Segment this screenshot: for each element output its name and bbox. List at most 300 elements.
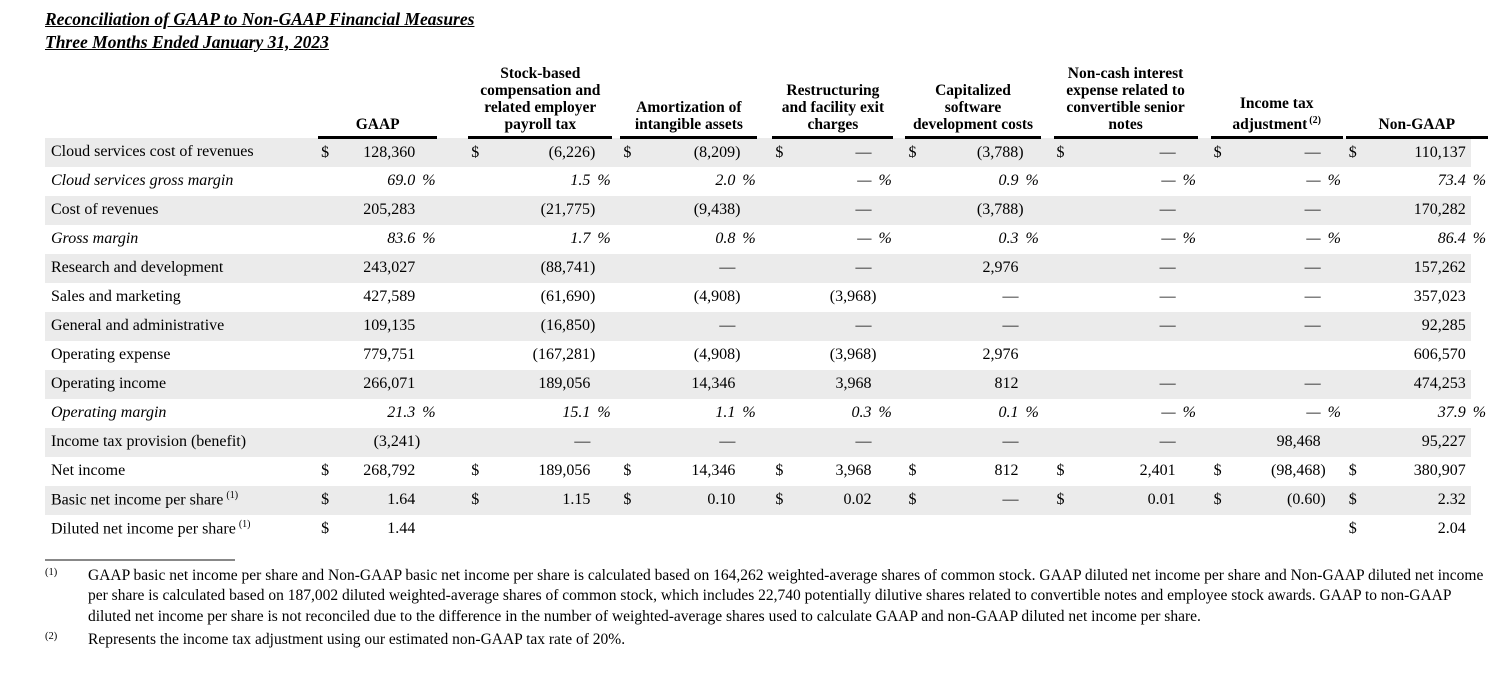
cell-currency-symbol: $ [775,462,784,479]
cell-value: (6,226) [548,143,596,161]
row-label [45,196,315,225]
cell-currency-symbol: $ [1348,143,1357,161]
cell-percent-sign [595,312,612,341]
cell-currency-symbol [772,254,798,283]
cell-spacer [757,254,772,283]
footnote-2-text: Represents the income tax adjustment using our estimated non-GAAP tax rate of 20%. [88,631,626,648]
cell-value: 0.8 [715,230,736,247]
cell-percent-sign [876,486,893,515]
cell-value: 0.10 [707,491,736,508]
row-label-text: Operating margin [51,404,167,421]
cell-spacer [893,486,905,515]
cell-currency-symbol [1054,515,1080,544]
table-row [45,370,1488,399]
cell-percent-sign: % [1327,230,1341,247]
cell-percent-sign: % [1025,172,1039,189]
cell-currency-symbol [318,196,344,225]
cell-currency-symbol [772,283,798,312]
cell-currency-symbol [620,167,646,196]
cell-value: — [1304,317,1321,334]
cell-percent-sign [420,428,437,457]
cell-spacer [612,428,620,457]
cell-percent-sign [1471,428,1488,457]
cell-spacer [612,515,620,544]
cell-percent-sign [1326,341,1343,370]
cell-currency-symbol [1054,283,1080,312]
table-body [45,138,1488,544]
row-label [45,254,315,283]
cell-currency-symbol [1211,225,1237,254]
cell-spacer [437,138,468,167]
cell-currency-symbol [1346,167,1372,196]
cell-currency-symbol [905,196,931,225]
cell-value [931,515,1023,544]
row-label-text: Cloud services gross margin [51,172,234,189]
cell-currency-symbol [1346,225,1372,254]
cell-value: 2.0 [715,172,736,189]
cell-value: 427,589 [363,288,416,305]
cell-percent-sign [420,457,437,486]
cell-spacer [757,399,772,428]
cell-value [646,515,740,544]
cell-value: (167,281) [532,346,596,363]
cell-value: — [857,172,872,189]
cell-percent-sign [876,428,893,457]
cell-spacer [893,138,905,167]
cell-currency-symbol [905,167,931,196]
cell-spacer [1041,370,1054,399]
cell-spacer [437,341,468,370]
cell-value: 1.44 [387,520,416,537]
cell-currency-symbol [905,515,931,544]
cell-currency-symbol: $ [321,491,330,508]
cell-percent-sign: % [878,404,892,421]
cell-currency-symbol: $ [321,143,330,161]
cell-value: — [1002,317,1019,334]
table-row [45,399,1488,428]
cell-percent-sign: % [422,230,436,247]
cell-percent-sign [876,283,893,312]
cell-spacer [437,254,468,283]
cell-currency-symbol: $ [471,462,480,479]
cell-currency-symbol [905,370,931,399]
cell-percent-sign: % [742,172,756,189]
cell-percent-sign [595,370,612,399]
cell-value: 69.0 [387,172,416,189]
cell-value: 2.32 [1437,491,1466,508]
cell-spacer [1041,515,1054,544]
cell-spacer [612,138,620,167]
row-label [45,399,315,428]
cell-currency-symbol [1054,196,1080,225]
cell-value: (4,908) [693,346,741,363]
cell-percent-sign [595,254,612,283]
cell-value: 0.3 [851,404,872,421]
cell-percent-sign [740,196,757,225]
cell-currency-symbol: $ [908,491,917,508]
cell-spacer [612,283,620,312]
cell-spacer [1198,196,1211,225]
column-header-label: Amortization of intangible assets [634,99,743,133]
cell-value: — [857,230,872,247]
cell-spacer [1198,312,1211,341]
cell-percent-sign [876,515,893,544]
cell-value: 110,137 [1414,143,1466,161]
cell-currency-symbol [318,283,344,312]
cell-currency-symbol [905,428,931,457]
row-label [45,486,315,515]
cell-spacer [757,428,772,457]
row-label-text: Cloud services cost of revenues [51,143,254,160]
column-header-row [45,63,1488,138]
cell-spacer [1198,428,1211,457]
cell-spacer [1041,254,1054,283]
header-spacer [757,63,772,138]
cell-value: 37.9 [1437,404,1466,421]
cell-spacer [1041,312,1054,341]
row-label [45,457,315,486]
cell-percent-sign [1024,138,1041,167]
cell-percent-sign: % [1471,399,1488,428]
cell-value: 243,027 [363,259,416,276]
cell-percent-sign [740,312,757,341]
row-label [45,312,315,341]
cell-value: — [1304,201,1321,218]
cell-value: 779,751 [363,346,416,363]
cell-currency-symbol [620,341,646,370]
cell-percent-sign [1471,341,1488,370]
cell-percent-sign [420,486,437,515]
cell-percent-sign [740,138,757,167]
cell-currency-symbol [468,399,494,428]
cell-spacer [1198,486,1211,515]
cell-currency-symbol [772,196,798,225]
cell-currency-symbol [1211,428,1237,457]
cell-currency-symbol [1054,399,1080,428]
cell-currency-symbol [772,370,798,399]
cell-percent-sign [420,196,437,225]
cell-spacer [612,167,620,196]
cell-value: 3,968 [835,375,872,392]
cell-value: 357,023 [1413,288,1466,305]
cell-currency-symbol [1211,515,1237,544]
cell-spacer [893,283,905,312]
cell-value: 1.64 [387,491,416,508]
column-header [620,63,757,138]
cell-percent-sign [1181,428,1198,457]
row-label-text: General and administrative [51,317,225,334]
cell-spacer [1198,167,1211,196]
cell-percent-sign: % [878,230,892,247]
cell-value [494,515,595,544]
row-label [45,341,315,370]
footnote-1-text: GAAP basic net income per share and Non-GAAP basic net income per share is calculated based on 164,262 weighted-average shares of common stock. GAAP diluted net income per share and Non-GAAP diluted net income per share is calculated based on 187,002 diluted weighted-average shares of common stock, which includes 22,740 potentially dilutive shares related to convertible notes and employee stock awards. GAAP to non-GAAP diluted net income per share is not reconciled due to the difference in the number of weighted-average shares used to calculate GAAP and non-GAAP diluted net income per share. [88,566,1484,625]
cell-percent-sign [1181,254,1198,283]
cell-percent-sign [595,341,612,370]
cell-percent-sign [876,457,893,486]
page-subtitle: Three Months Ended January 31, 2023 [45,32,329,52]
cell-currency-symbol [620,399,646,428]
cell-value: 15.1 [562,404,591,421]
cell-currency-symbol [468,167,494,196]
cell-percent-sign: % [1182,172,1196,189]
cell-currency-symbol [772,428,798,457]
cell-spacer [437,283,468,312]
cell-spacer [437,428,468,457]
cell-currency-symbol: $ [321,462,330,479]
cell-percent-sign [1326,370,1343,399]
cell-value [1080,341,1181,370]
cell-percent-sign [1024,428,1041,457]
cell-currency-symbol [1211,341,1237,370]
cell-spacer [757,341,772,370]
cell-value: (98,468) [1271,462,1326,479]
cell-percent-sign [876,254,893,283]
cell-currency-symbol [1054,225,1080,254]
cell-spacer [437,457,468,486]
footnote-2-marker: (2) [45,631,58,642]
cell-value: — [855,433,872,450]
cell-percent-sign [595,283,612,312]
cell-percent-sign [1471,370,1488,399]
cell-currency-symbol [1054,370,1080,399]
cell-currency-symbol [1054,254,1080,283]
cell-value: 189,056 [538,375,591,392]
cell-value [1080,515,1181,544]
cell-currency-symbol: $ [1348,491,1357,508]
cell-currency-symbol [772,515,798,544]
cell-currency-symbol [468,254,494,283]
cell-value: — [719,317,736,334]
row-label-text: Research and development [51,259,224,276]
cell-value: 606,570 [1413,346,1466,363]
row-label [45,283,315,312]
cell-percent-sign [876,370,893,399]
cell-spacer [757,138,772,167]
cell-percent-sign [1181,457,1198,486]
cell-percent-sign [1181,283,1198,312]
cell-value: — [1161,404,1176,421]
cell-currency-symbol [1054,341,1080,370]
cell-spacer [1041,399,1054,428]
cell-percent-sign [1024,312,1041,341]
cell-value: — [1304,259,1321,276]
row-label-text: Net income [51,462,126,479]
cell-percent-sign [1326,312,1343,341]
cell-value: (3,241) [373,433,421,450]
cell-value: — [1304,288,1321,305]
table-row [45,486,1488,515]
cell-value: 1.15 [562,491,591,508]
cell-percent-sign [1471,515,1488,544]
cell-value: 0.01 [1147,491,1176,508]
cell-value: 268,792 [363,462,416,479]
column-header [772,63,893,138]
cell-currency-symbol [1346,341,1372,370]
cell-value: — [1304,375,1321,392]
row-footnote-ref: (1) [226,490,239,502]
cell-spacer [1198,283,1211,312]
cell-value: (3,968) [829,288,877,305]
cell-percent-sign [420,341,437,370]
cell-value: 266,071 [363,375,416,392]
header-spacer [1198,63,1211,138]
cell-percent-sign [740,486,757,515]
cell-value: — [1159,143,1176,161]
cell-currency-symbol [318,399,344,428]
cell-spacer [612,486,620,515]
cell-percent-sign: % [597,404,611,421]
cell-currency-symbol [1346,428,1372,457]
cell-spacer [1041,283,1054,312]
cell-spacer [1198,138,1211,167]
cell-spacer [893,515,905,544]
table-row [45,225,1488,254]
cell-spacer [437,312,468,341]
cell-percent-sign [740,254,757,283]
cell-currency-symbol: $ [1213,462,1222,479]
cell-percent-sign: % [597,230,611,247]
cell-currency-symbol [772,341,798,370]
cell-value: (9,438) [693,201,741,218]
cell-percent-sign [420,312,437,341]
cell-spacer [1198,341,1211,370]
cell-percent-sign: % [1327,404,1341,421]
cell-value: 170,282 [1413,201,1466,218]
page-title: Reconciliation of GAAP to Non-GAAP Financial Measures [45,9,475,29]
cell-value [798,515,876,544]
cell-spacer [1041,428,1054,457]
cell-value: 0.3 [998,230,1019,247]
cell-currency-symbol: $ [623,491,632,508]
cell-currency-symbol: $ [908,143,917,161]
cell-percent-sign [420,370,437,399]
cell-spacer [1198,225,1211,254]
cell-percent-sign [1326,515,1343,544]
cell-currency-symbol: $ [1056,143,1065,161]
cell-value: 812 [994,375,1019,392]
cell-value: — [855,143,872,161]
cell-spacer [1041,138,1054,167]
cell-percent-sign [1471,457,1488,486]
row-label [45,138,315,167]
cell-spacer [1041,225,1054,254]
column-header [1054,63,1198,138]
cell-percent-sign [1326,138,1343,167]
cell-currency-symbol: $ [471,491,480,508]
cell-percent-sign [1326,428,1343,457]
cell-currency-symbol [318,167,344,196]
cell-value: (3,788) [976,143,1024,161]
cell-spacer [1041,167,1054,196]
cell-spacer [893,254,905,283]
cell-percent-sign [595,196,612,225]
table-row [45,428,1488,457]
cell-currency-symbol [468,312,494,341]
row-footnote-ref: (1) [238,519,251,531]
header-spacer [612,63,620,138]
cell-spacer [437,196,468,225]
cell-currency-symbol: $ [623,462,632,479]
cell-currency-symbol [905,399,931,428]
row-label-text: Sales and marketing [51,288,181,305]
column-header [1346,63,1488,138]
row-label [45,167,315,196]
cell-spacer [893,167,905,196]
column-header-label: Restructuring and facility exit charges [781,82,885,133]
header-spacer [437,63,468,138]
column-header [905,63,1040,138]
cell-percent-sign [1181,196,1198,225]
cell-spacer [757,370,772,399]
cell-percent-sign [595,457,612,486]
cell-value: 0.02 [843,491,872,508]
cell-spacer [757,283,772,312]
cell-percent-sign: % [878,172,892,189]
cell-currency-symbol [620,515,646,544]
column-header-label: GAAP [355,116,400,133]
cell-value: 98,468 [1276,433,1321,450]
column-header-footnote-ref: (2) [1309,114,1321,126]
cell-percent-sign: % [1025,404,1039,421]
cell-currency-symbol: $ [1213,143,1222,161]
cell-percent-sign: % [1182,404,1196,421]
cell-value: 0.1 [998,404,1019,421]
cell-percent-sign [876,312,893,341]
cell-percent-sign [1024,196,1041,225]
cell-currency-symbol: $ [321,520,330,537]
cell-percent-sign [1024,486,1041,515]
cell-spacer [893,196,905,225]
cell-percent-sign [740,457,757,486]
cell-spacer [437,515,468,544]
cell-currency-symbol [772,167,798,196]
header-spacer [1041,63,1054,138]
cell-spacer [612,341,620,370]
cell-value: 1.1 [715,404,736,421]
cell-percent-sign [740,341,757,370]
cell-value: — [855,317,872,334]
cell-value: (21,775) [540,201,596,218]
cell-value: (16,850) [540,317,596,334]
cell-value: 128,360 [363,143,416,161]
cell-currency-symbol [1346,399,1372,428]
cell-percent-sign [876,196,893,225]
cell-percent-sign [740,515,757,544]
cell-value: — [1159,288,1176,305]
cell-currency-symbol [905,312,931,341]
cell-currency-symbol [1346,254,1372,283]
cell-spacer [893,225,905,254]
cell-value: 812 [994,462,1019,479]
cell-value: (0.60) [1287,491,1326,508]
table-header [45,63,1488,138]
cell-percent-sign [420,254,437,283]
cell-value: (88,741) [540,259,596,276]
cell-currency-symbol: $ [908,462,917,479]
cell-currency-symbol [620,254,646,283]
table-row [45,138,1488,167]
cell-percent-sign [1326,283,1343,312]
reconciliation-table [45,63,1488,544]
cell-value: 205,283 [363,201,416,218]
cell-value [1237,515,1326,544]
cell-value: 21.3 [387,404,416,421]
cell-currency-symbol [318,254,344,283]
cell-currency-symbol [468,283,494,312]
cell-spacer [893,399,905,428]
cell-spacer [893,341,905,370]
